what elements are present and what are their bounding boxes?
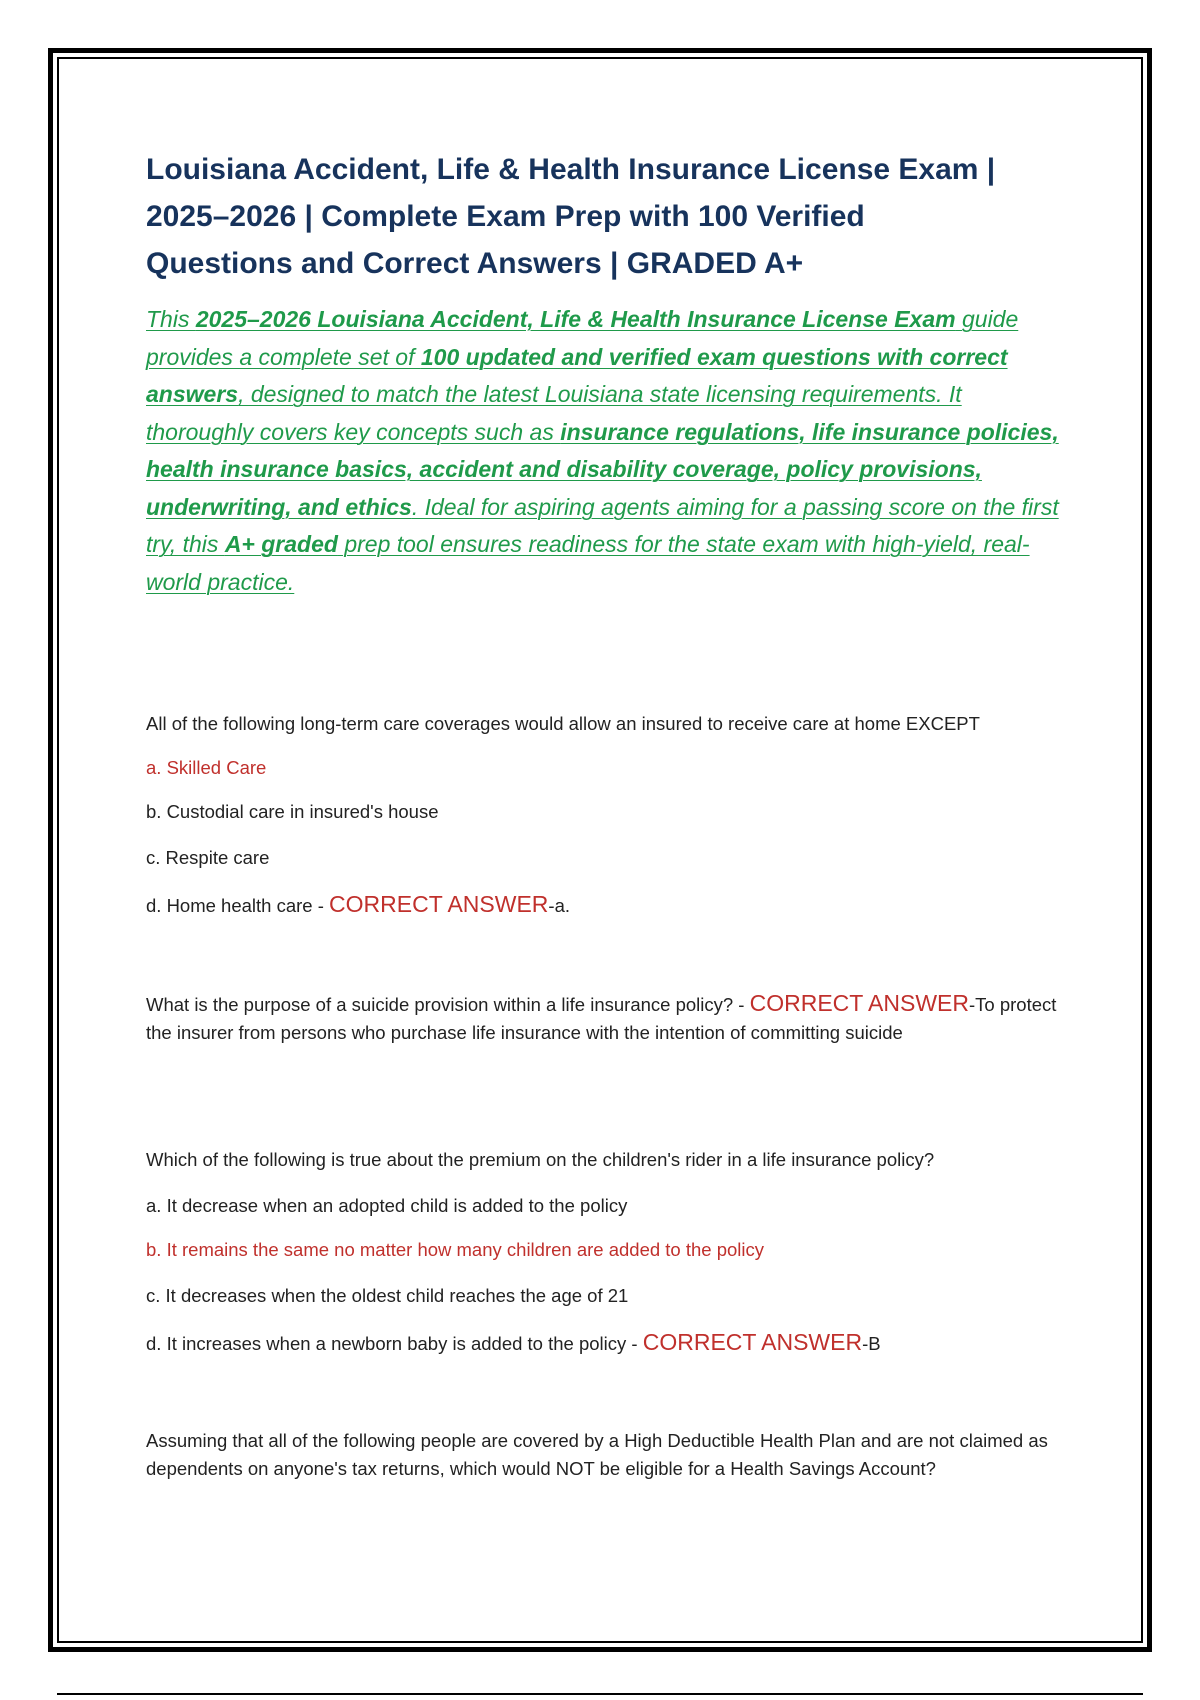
answer-value: -To protect the insurer from persons who purchase life insurance with the intention of committing suicide (146, 994, 1057, 1043)
intro-bold: 100 updated and verified exam questions with correct answers (146, 343, 1008, 407)
title-line-3: Questions and Correct Answers | GRADED A+ (146, 247, 804, 280)
question-block-4 (146, 1427, 1066, 1483)
intro-bold: A+ graded (224, 531, 338, 557)
question-text (146, 989, 1066, 1047)
bottom-rule (57, 1693, 1143, 1695)
correct-answer-label: CORRECT ANSWER (749, 990, 969, 1016)
title-line-2: 2025–2026 | Complete Exam Prep with 100 Verified (146, 200, 865, 233)
answer-value: -B (862, 1333, 881, 1354)
option-b-correct: b. It remains the same no matter how many children are added to the policy (146, 1239, 765, 1260)
option-c: c. Respite care (146, 847, 270, 868)
intro-text: prep tool ensures readiness for the state exam with high-yield, real-world practice. (146, 531, 1030, 595)
option-d-text: d. It increases when a newborn baby is added to the policy - (146, 1333, 643, 1354)
document-content (146, 146, 1066, 1479)
question-block-1 (146, 710, 1066, 920)
option-d (146, 890, 1066, 920)
intro-text: This (146, 306, 196, 332)
intro-bold: insurance regulations, life insurance policies, health insurance basics, accident and disability coverage, policy provisions, underwriting, and ethics (146, 418, 1059, 520)
correct-answer-label: CORRECT ANSWER (329, 891, 549, 917)
intro-text: , designed to match the latest Louisiana state licensing requirements. It thoroughly covers key concepts such as (146, 381, 962, 445)
question-text-span: What is the purpose of a suicide provision within a life insurance policy? - (146, 994, 750, 1015)
correct-answer-label: CORRECT ANSWER (642, 1329, 863, 1355)
option-d (146, 1328, 1066, 1358)
option-b: b. Custodial care in insured's house (146, 801, 439, 822)
intro-paragraph (146, 301, 1066, 601)
option-a: a. It decrease when an adopted child is added to the policy (146, 1195, 628, 1216)
intro-bold: 2025–2026 Louisiana Accident, Life & Health Insurance License Exam (195, 306, 956, 332)
intro-text: guide provides a complete set of (146, 306, 1019, 370)
intro-text: . Ideal for aspiring agents aiming for a passing score on the first try, this (146, 493, 1059, 557)
question-text: Which of the following is true about the premium on the children's rider in a life insurance policy? (146, 1149, 935, 1170)
question-block-2 (146, 989, 1066, 1047)
option-d-text: d. Home health care - (146, 895, 330, 916)
answer-value: -a. (548, 895, 571, 916)
question-text: All of the following long-term care coverages would allow an insured to receive care at home EXCEPT (146, 713, 980, 734)
option-c: c. It decreases when the oldest child reaches the age of 21 (146, 1285, 629, 1306)
document-title (146, 146, 1066, 287)
title-line-1: Louisiana Accident, Life & Health Insurance License Exam | (146, 153, 996, 186)
question-text: Assuming that all of the following people are covered by a High Deductible Health Plan and are not claimed as dependents on anyone's tax returns, which would NOT be eligible for a Health Savings Account? (146, 1430, 1048, 1479)
question-block-3 (146, 1146, 1066, 1358)
option-a-correct: a. Skilled Care (146, 757, 267, 778)
